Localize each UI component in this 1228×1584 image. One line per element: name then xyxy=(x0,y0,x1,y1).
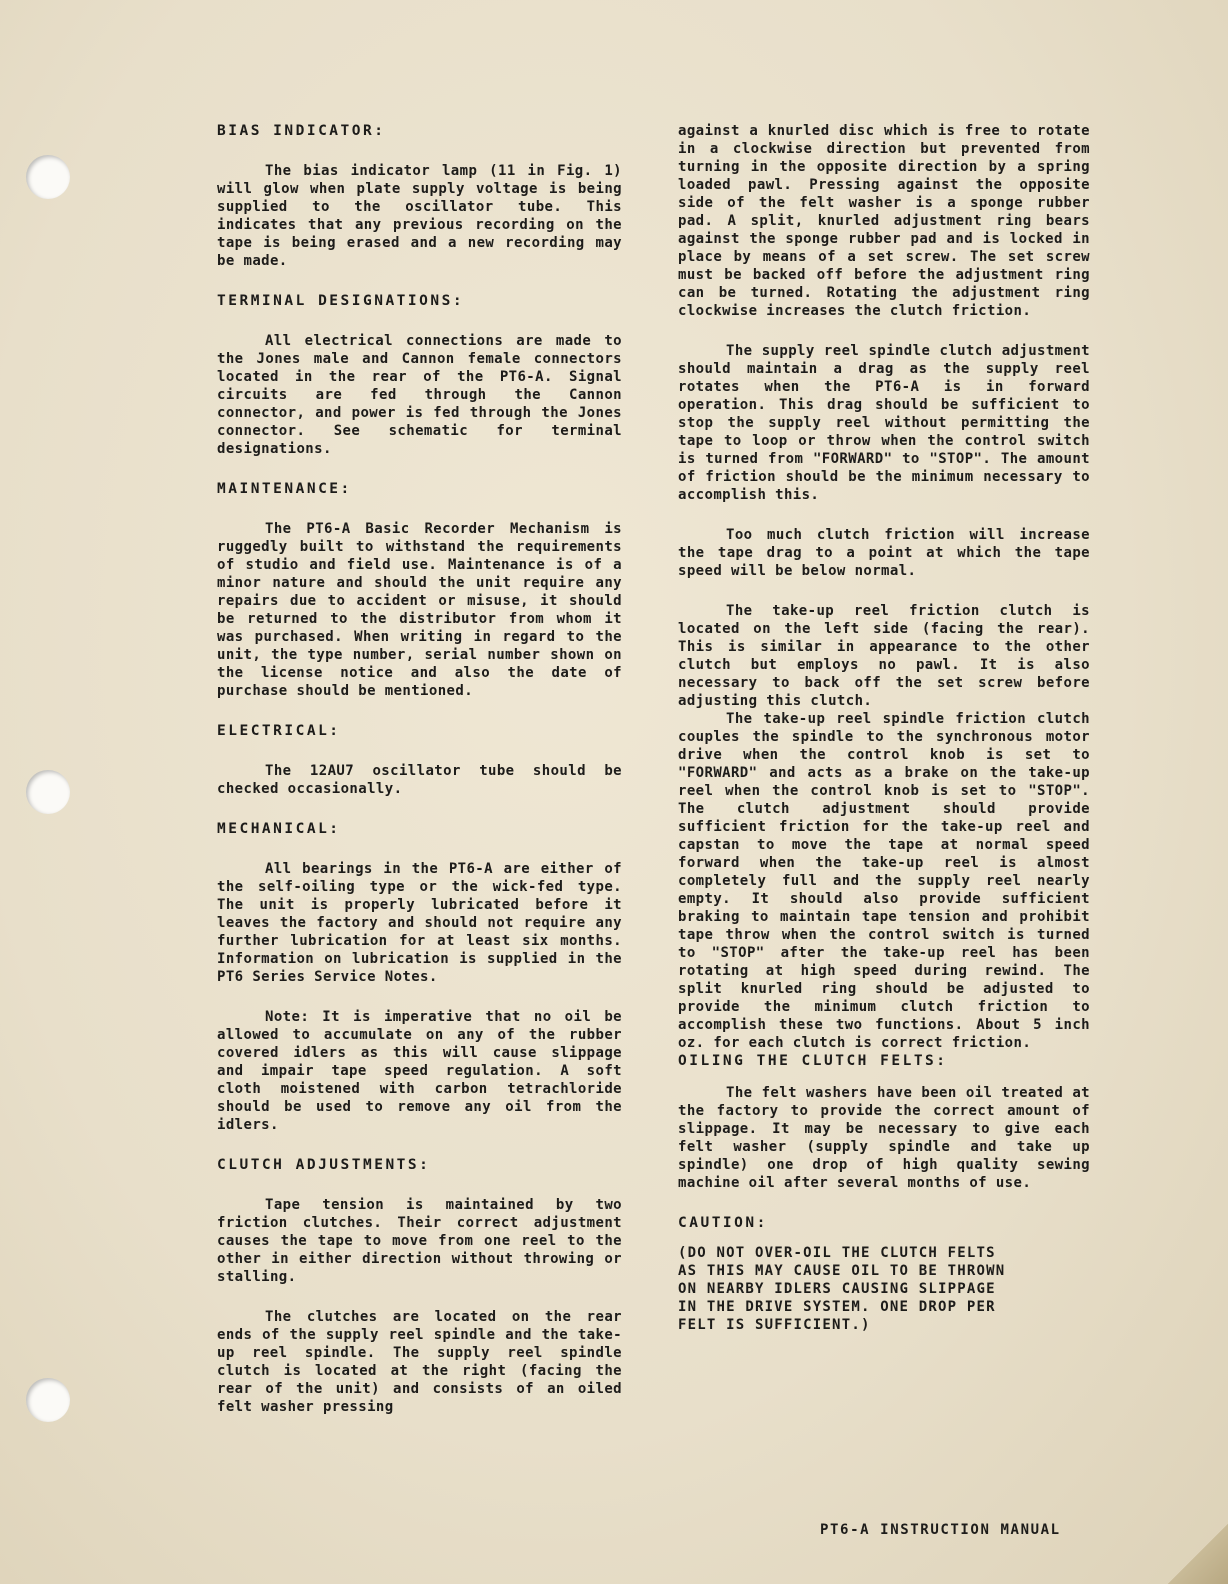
electrical-paragraph: The 12AU7 oscillator tube should be checked occasionally. xyxy=(217,763,622,797)
take-up-spindle-paragraph: The take-up reel spindle friction clutch couples the spindle to the synchronous motor drive when the control knob is set to "FORWARD" and acts as a brake on the take-up reel when the control knob is set to "STOP". The clutch adjustment should provide sufficient friction for the take-up reel and capstan to move the tape at normal speed forward when the take-up reel is almost completely full and the supply reel nearly empty. It should also provide sufficient braking to maintain tape tension and prohibit tape throw when the control switch is turned to "STOP" after the take-up reel has been rotating at high speed during rewind. The split knurled ring should be adjusted to provide the minimum clutch friction to accomplish these two functions. About 5 inch oz. for each clutch is correct friction. xyxy=(678,711,1090,1051)
caution-text: (DO NOT OVER-OIL THE CLUTCH FELTS AS THIS MAY CAUSE OIL TO BE THROWN ON NEARBY IDLERS CAUSING SLIPPAGE IN THE DRIVE SYSTEM. ONE DROP PER FELT IS SUFFICIENT.) xyxy=(678,1245,1006,1333)
clutch-adjustments-paragraph-1: Tape tension is maintained by two friction clutches. Their correct adjustment causes the tape to move from one reel to the other in either direction without throwing or stalling. xyxy=(217,1197,622,1285)
take-up-clutch-paragraph: The take-up reel friction clutch is located on the left side (facing the rear). This is similar in appearance to the other clutch but employs no pawl. It is also necessary to back off the set screw before adjusting this clutch. xyxy=(678,603,1090,709)
mechanical-note-paragraph: Note: It is imperative that no oil be allowed to accumulate on any of the rubber covered idlers as this will cause slippage and impair tape speed regulation. A soft cloth moistened with carbon tetrachloride should be used to remove any oil from the idlers. xyxy=(217,1009,622,1133)
punch-hole-bottom xyxy=(26,1378,70,1422)
clutch-adjustments-heading: CLUTCH ADJUSTMENTS: xyxy=(217,1157,431,1173)
punch-hole-top xyxy=(26,155,70,199)
terminal-designations-paragraph: All electrical connections are made to the Jones male and Cannon female connectors located in the rear of the PT6-A. Signal circuits are fed through the Cannon connector, and power is fed through the Jones connector. See schematic for terminal designations. xyxy=(217,333,622,457)
bias-indicator-heading: BIAS INDICATOR: xyxy=(217,123,386,139)
punch-hole-middle xyxy=(26,770,70,814)
supply-clutch-paragraph: The supply reel spindle clutch adjustment should maintain a drag as the supply reel rotates when the PT6-A is in forward operation. This drag should be sufficient to stop the supply reel without permitting the tape to loop or throw when the control switch is turned from "FORWARD" to "STOP". The amount of friction should be the minimum necessary to accomplish this. xyxy=(678,343,1090,503)
mechanical-paragraph-1: All bearings in the PT6-A are either of the self-oiling type or the wick-fed type. The unit is properly lubricated before it leaves the factory and should not require any further lubrication for at least six months. Information on lubrication is supplied in the PT6 Series Service Notes. xyxy=(217,861,622,985)
right-column xyxy=(678,122,1090,1334)
electrical-heading: ELECTRICAL: xyxy=(217,723,341,739)
left-column xyxy=(217,122,622,1438)
clutch-continued-paragraph: against a knurled disc which is free to rotate in a clockwise direction but prevented from turning in the opposite direction by a spring loaded pawl. Pressing against the opposite side of the felt washer is a sponge rubber pad. A split, knurled adjustment ring bears against the sponge rubber pad and is locked in place by means of a set screw. The set screw must be backed off before the adjustment ring can be turned. Rotating the adjustment ring clockwise increases the clutch friction. xyxy=(678,123,1090,319)
clutch-adjustments-paragraph-2: The clutches are located on the rear ends of the supply reel spindle and the take-up reel spindle. The supply reel spindle clutch is located at the right (facing the rear of the unit) and consists of an oiled felt washer pressing xyxy=(217,1309,622,1415)
oiling-clutch-felts-heading: OILING THE CLUTCH FELTS: xyxy=(678,1053,948,1069)
oiling-clutch-felts-paragraph: The felt washers have been oil treated at the factory to provide the correct amount of slippage. It may be necessary to give each felt washer (supply spindle and take up spindle) one drop of high quality sewing machine oil after several months of use. xyxy=(678,1085,1090,1191)
clutch-friction-paragraph: Too much clutch friction will increase the tape drag to a point at which the tape speed will be below normal. xyxy=(678,527,1090,579)
terminal-designations-heading: TERMINAL DESIGNATIONS: xyxy=(217,293,465,309)
mechanical-heading: MECHANICAL: xyxy=(217,821,341,837)
bias-indicator-paragraph: The bias indicator lamp (11 in Fig. 1) will glow when plate supply voltage is being supplied to the oscillator tube. This indicates that any previous recording on the tape is being erased and a new recording may be made. xyxy=(217,163,622,269)
page-corner-curl xyxy=(1168,1524,1228,1584)
maintenance-heading: MAINTENANCE: xyxy=(217,481,352,497)
caution-heading: CAUTION: xyxy=(678,1215,768,1231)
footer-manual-title: PT6-A INSTRUCTION MANUAL xyxy=(820,1522,1061,1538)
maintenance-paragraph: The PT6-A Basic Recorder Mechanism is ruggedly built to withstand the requirements of studio and field use. Maintenance is of a minor nature and should the unit require any repairs due to accident or misuse, it should be returned to the distributor from whom it was purchased. When writing in regard to the unit, the type number, serial number shown on the license notice and also the date of purchase should be mentioned. xyxy=(217,521,622,699)
